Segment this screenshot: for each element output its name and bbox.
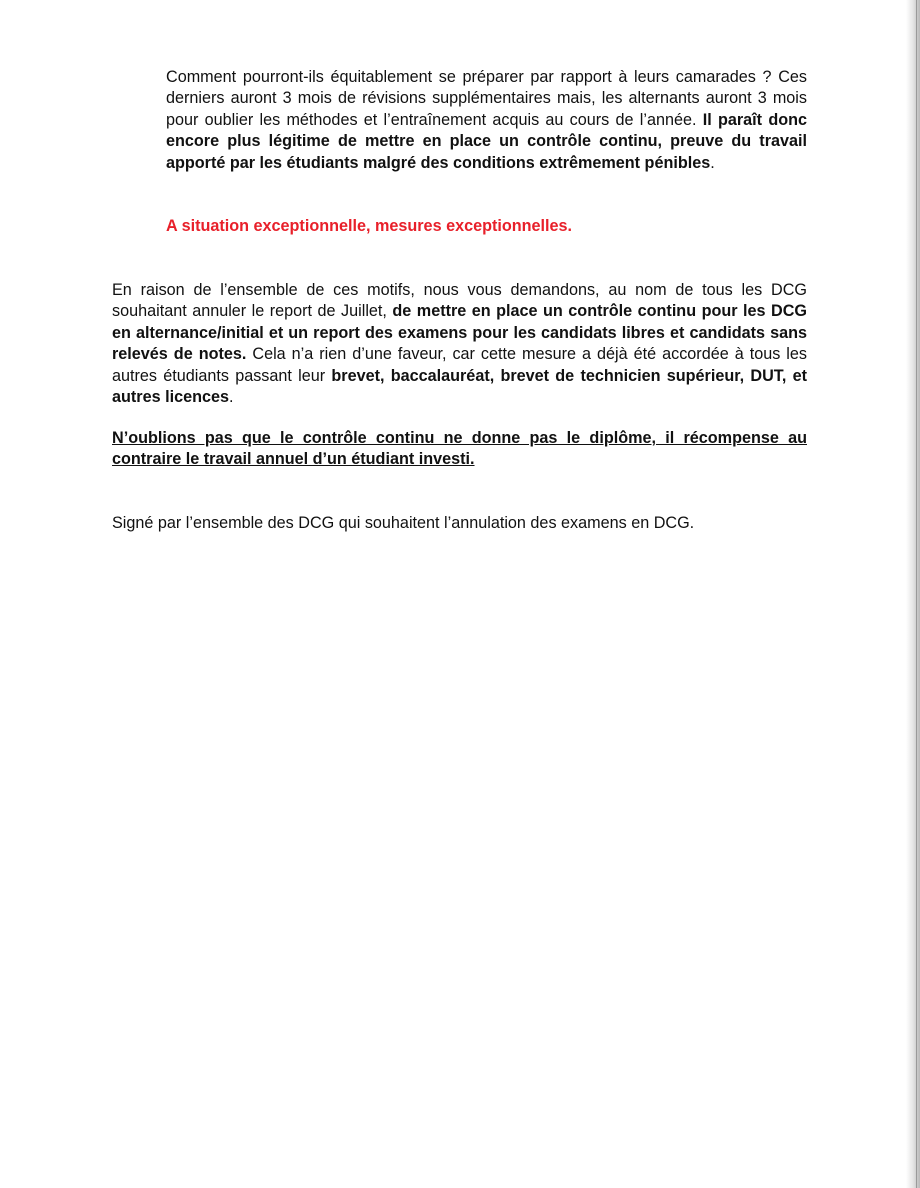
paragraph-request xyxy=(112,280,807,408)
paragraph-preparation-text-a: Comment pourront-ils équitablement se préparer par rapport à leurs camarades ? Ces derniers auront 3 mois de révisions supplémentaires mais, les alternants auront 3 mois pour oublier les méthodes et l’entraînement acquis au cours de l’année. xyxy=(166,68,807,129)
highlight-exceptional-measures: A situation exceptionnelle, mesures exceptionnelles. xyxy=(166,217,573,235)
paragraph-preparation xyxy=(166,67,807,174)
paragraph-request-text-c: . xyxy=(228,388,234,407)
reminder-continuous-assessment: N’oublions pas que le contrôle continu ne donne pas le diplôme, il récompense au contraire le travail annuel d’un étudiant investi. xyxy=(112,429,807,469)
paragraph-request-bold-a: de mettre en place un contrôle continu pour les DCG en alternance/initial et un report des examens pour les candidats libres et candidats sans relevés de notes. xyxy=(112,302,807,364)
paragraph-request-bold-b: brevet, baccalauréat, brevet de technicien supérieur, DUT, et autres licences xyxy=(112,366,807,407)
signature-line: Signé par l’ensemble des DCG qui souhaitent l’annulation des examens en DCG. xyxy=(112,514,695,532)
page-edge-shadow xyxy=(906,0,920,1188)
paragraph-request-text-a: En raison de l’ensemble de ces motifs, nous vous demandons, au nom de tous les DCG souhaitant annuler le report de Juillet, xyxy=(112,281,807,321)
paragraph-preparation-bold-a: Il paraît donc encore plus légitime de mettre en place un contrôle continu, preuve du travail apporté par les étudiants malgré des conditions extrêmement pénibles xyxy=(166,110,807,172)
page-edge-line xyxy=(916,0,917,1188)
paragraph-preparation-text-b: . xyxy=(710,153,715,172)
paragraph-request-text-b: Cela n’a rien d’une faveur, car cette mesure a déjà été accordée à tous les autres étudiants passant leur xyxy=(112,345,807,385)
